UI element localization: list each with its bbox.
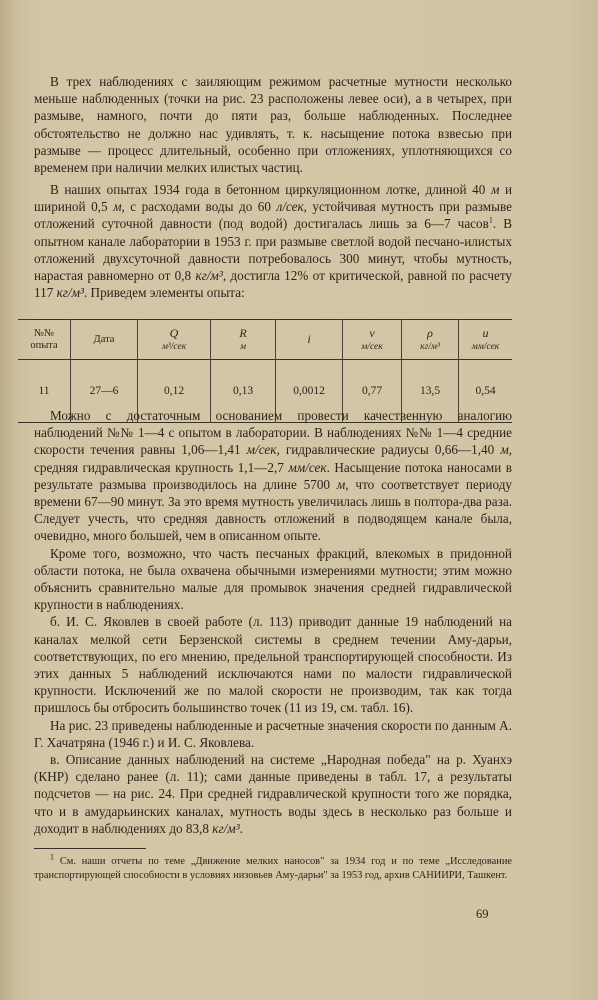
header-date bbox=[71, 320, 138, 360]
unit: м bbox=[336, 476, 346, 492]
unit: м/сек bbox=[246, 442, 277, 458]
text-run: В наших опытах 1934 года в бетонном циркуляционном лотке, длиной 40 bbox=[50, 182, 486, 197]
text-run: Можно с достаточным основанием провести качественную аналогию наблюдений №№ 1—4 с опытом в лаборатории. В наблюдениях №№ 1—4 средние скорости течения равны 1,06—1,41 bbox=[34, 408, 512, 458]
header-experiment-no bbox=[18, 320, 71, 360]
paragraph-5: б. И. С. Яковлев в своей работе (л. 113) приводит данные 19 наблюдений на каналах мелкой сети Берзенской системы в среднем течении Аму-дарьи, соответствующих, по его мнению, предельной транспортирующей способности. Из этих данных 5 наблюдений исключаются нами по малости гидравлической крупности. Исключений же по малой скорости не производим, так как тогда пришлось бы отбросить большинство точек (11 из 19, см. табл. 16). bbox=[34, 614, 512, 716]
table-cell: 0,77 bbox=[343, 360, 402, 423]
unit: кг/м³ bbox=[56, 285, 84, 301]
text-run: . Приведем элементы опыта: bbox=[83, 285, 245, 301]
footnote-ref: 1 bbox=[488, 216, 493, 226]
header-text: опыта bbox=[30, 339, 58, 351]
header-unit: мм/сек bbox=[471, 341, 500, 352]
paragraph-1: В трех наблюдениях с заиляющим режимом расчетные мутности несколько меньше наблюденных (точки на рис. 23 расположены левее оси), а в четырех, при размыве, намного, почти до пяти раз, больше наблюденных. Последнее обстоятельство не должно нас удивлять, т. к. насыщение потока взвесью при размыве — процесс длительный, особенно при отложениях, уплотняющихся со временем при наличии мелких илистых частиц. bbox=[34, 74, 512, 176]
text-run: . В опытном канале лаборатории в 1953 г. при размыве светлой водой песчано-илистых отложений двухсуточной давности потребовалось 300 минут, чтобы мутность, нарастая равномерно от 0,8 bbox=[34, 216, 512, 284]
table-cell: 27—6 bbox=[71, 360, 138, 423]
table-cell: 0,12 bbox=[138, 360, 211, 423]
header-symbol: Q bbox=[169, 325, 179, 340]
header-symbol: u bbox=[482, 325, 489, 340]
paragraph-6: На рис. 23 приведены наблюденные и расчетные значения скорости по данным А. Г. Хачатряна (1946 г.) и И. С. Яковлева. bbox=[34, 717, 512, 750]
header-unit: м bbox=[239, 341, 247, 352]
unit: кг/м³ bbox=[195, 268, 223, 284]
unit: м bbox=[500, 442, 509, 458]
table-cell: 11 bbox=[38, 385, 50, 397]
footnote-text: См. наши отчеты по теме „Движение мелких наносов" за 1934 год и по теме „Исследование транспортирующей способности в условиях низовьев Аму-дарьи" за 1953 год, архив САНИИРИ, Ташкент. bbox=[34, 856, 512, 881]
text-run: , с расходами воды до 60 bbox=[121, 199, 271, 215]
unit: кг/м³ bbox=[212, 820, 240, 836]
text-block-2 bbox=[34, 181, 512, 301]
header-unit: кг/м³ bbox=[420, 341, 440, 352]
table-cell: 0,54 bbox=[459, 360, 513, 423]
paragraph-4: Кроме того, возможно, что часть песчаных фракций, влекомых в придонной области потока, не была охвачена обычными измерениями мутности; этим можно объяснить сравнительно малые для промывок значения средней гидравлической крупности в наблюдениях. bbox=[34, 545, 512, 613]
text-run: , достигла 12% от критической, равной по расчету 117 bbox=[34, 268, 513, 301]
footnote-divider bbox=[34, 848, 146, 849]
text-run: . bbox=[239, 820, 243, 836]
text-block-3 bbox=[34, 407, 512, 837]
header-unit: м/сек bbox=[361, 341, 383, 352]
unit: м bbox=[113, 199, 122, 215]
text-run: и шириной 0,5 bbox=[34, 182, 512, 215]
header-unit: м³/сек bbox=[161, 341, 187, 352]
header-u bbox=[459, 320, 513, 360]
text-run: , средняя гидравлическая крупность 1,1—2,7 bbox=[34, 442, 513, 475]
header-text: №№ bbox=[33, 327, 55, 339]
unit: мм/сек bbox=[288, 459, 327, 475]
header-symbol: i bbox=[307, 331, 311, 346]
paragraph-3 bbox=[34, 407, 512, 545]
text-run: , устойчивая мутность при размыве отложений суточной давности (под водой) достигалась лишь за 6—7 часов bbox=[34, 199, 512, 232]
text-block-1 bbox=[34, 73, 512, 176]
unit: м bbox=[490, 182, 500, 197]
text-run: , гидравлические радиусы 0,66—1,40 bbox=[276, 442, 495, 458]
unit: л/сек bbox=[276, 199, 304, 215]
table-cell: 0,13 bbox=[211, 360, 276, 423]
header-rho bbox=[402, 320, 459, 360]
footnote bbox=[34, 852, 512, 883]
page-number: 69 bbox=[476, 907, 489, 921]
header-symbol: R bbox=[239, 325, 247, 340]
header-q bbox=[138, 320, 211, 360]
header-v bbox=[343, 320, 402, 360]
paragraph-2 bbox=[34, 181, 512, 301]
header-text: Дата bbox=[93, 333, 115, 345]
table-cell: 0,0012 bbox=[276, 360, 343, 423]
table-header-row bbox=[18, 320, 512, 360]
footnote-mark: 1 bbox=[50, 852, 54, 862]
header-r bbox=[211, 320, 276, 360]
header-symbol: ρ bbox=[427, 325, 433, 340]
text-run: . Насыщение потока наносами в результате размыва производилось на длине 5700 bbox=[34, 459, 512, 492]
paragraph-7 bbox=[34, 751, 512, 837]
header-symbol: v bbox=[369, 325, 375, 340]
text-run: , что соответствует периоду времени 67—90 минут. За это время мутность увеличилась лишь в полтора-два раза. Следует учесть, что средняя давность отложений в подводящем канале была, очевидно, много большей, чем в описанном опыте. bbox=[34, 476, 512, 544]
table-cell: 13,5 bbox=[402, 360, 459, 423]
text-run: в. Описание данных наблюдений на системе „Народная победа" на р. Хуанхэ (КНР) сделано ранее (л. 11); сами данные приведены в табл. 17, а результаты подсчетов — на рис. 24. При средней гидравлической крупности того же порядка, что и в амударьинских каналах, мутность воды здесь в несколько раз больше и доходит в наблюдениях до 83,8 bbox=[34, 752, 512, 836]
header-i bbox=[276, 320, 343, 360]
